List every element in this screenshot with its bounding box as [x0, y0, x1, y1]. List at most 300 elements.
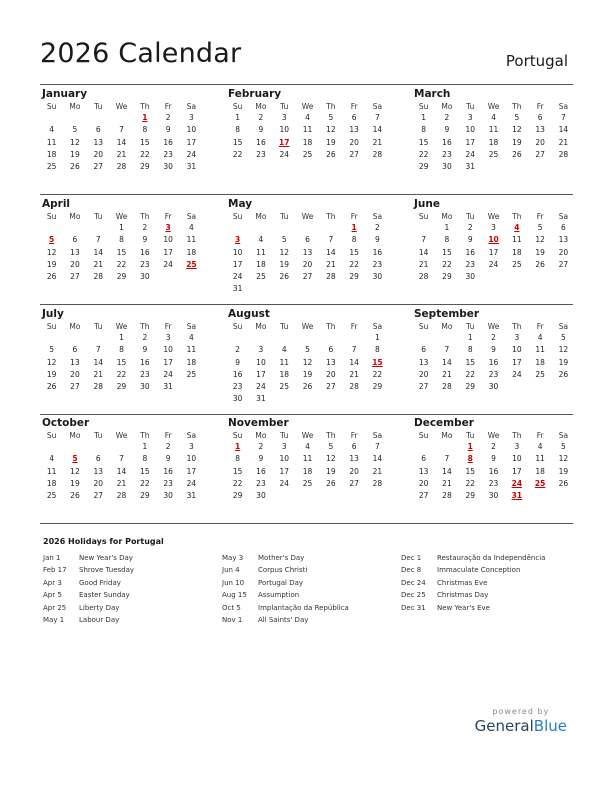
weekday-label: Sa: [558, 322, 569, 331]
day-cell: 3: [189, 113, 194, 122]
day-cell: 10: [256, 357, 266, 367]
day-cell: 24: [512, 369, 522, 379]
day-cell: 30: [140, 272, 150, 282]
day-cell: 16: [256, 466, 266, 476]
day-cell: 13: [326, 357, 336, 367]
day-cell: 1: [421, 113, 427, 122]
day-cell: 4: [258, 235, 264, 245]
day-cell: 14: [558, 125, 569, 135]
weekday-label: Mo: [69, 431, 81, 440]
weekday-label: Sa: [372, 212, 383, 221]
day-cell: 11: [186, 235, 197, 245]
day-cell: 26: [512, 149, 522, 159]
day-cell: 24: [163, 259, 173, 269]
day-cell: 27: [70, 272, 80, 282]
month-august: [226, 307, 386, 406]
day-cell: 16: [163, 466, 173, 476]
weekday-label: Fr: [536, 212, 544, 221]
day-cell: 3: [514, 333, 520, 342]
day-cell: 20: [349, 137, 359, 147]
weekday-label: Th: [512, 212, 522, 221]
month-name: December: [414, 417, 474, 429]
day-cell: 23: [488, 478, 499, 488]
day-cell: 8: [235, 454, 241, 464]
empty-cell: [40, 112, 63, 124]
weekday-label: Mo: [441, 212, 453, 221]
day-cell: 4: [49, 125, 55, 135]
holiday-date-label: Oct 5: [222, 603, 241, 612]
holiday-date: 1: [142, 113, 148, 122]
day-cell: 8: [119, 235, 124, 245]
day-cell: 3: [189, 442, 194, 451]
day-cell: 28: [116, 162, 127, 172]
holiday-date-label: Jun 4: [222, 566, 240, 575]
day-cell: 30: [488, 491, 499, 501]
day-cell: 16: [442, 137, 452, 147]
day-cell: 26: [302, 382, 313, 392]
day-cell: 21: [349, 369, 359, 379]
day-cell: 4: [537, 442, 543, 451]
weekday-label: Tu: [466, 102, 475, 111]
divider: [40, 414, 573, 415]
day-cell: 18: [302, 137, 313, 147]
day-cell: 22: [232, 149, 243, 159]
weekday-label: Mo: [69, 102, 81, 111]
month-name: May: [228, 198, 253, 210]
day-cell: 15: [465, 466, 476, 476]
day-cell: 27: [535, 149, 545, 159]
holiday-date-label: Dec 25: [401, 591, 426, 600]
weekday-label: We: [487, 212, 500, 221]
holiday-name: New Year's Day: [79, 554, 133, 562]
day-cell: 7: [375, 442, 380, 451]
day-cell: 19: [302, 369, 313, 379]
day-cell: 19: [279, 259, 290, 269]
day-cell: 18: [256, 259, 266, 269]
day-cell: 4: [537, 333, 543, 342]
day-cell: 1: [119, 333, 124, 342]
weekday-header: [412, 321, 572, 332]
day-cell: 5: [328, 442, 334, 451]
month-name: October: [42, 417, 90, 429]
day-cell: 20: [93, 478, 104, 488]
weekday-label: Sa: [186, 431, 197, 440]
holiday-row: [401, 589, 577, 601]
day-cell: 18: [302, 466, 313, 476]
holiday-row: [222, 614, 398, 626]
day-cell: 21: [93, 259, 104, 269]
day-cell: 5: [514, 113, 520, 122]
day-cell: 15: [465, 357, 476, 367]
day-cell: 11: [256, 247, 266, 257]
holiday-date: 8: [467, 454, 473, 464]
weekday-label: Mo: [441, 102, 453, 111]
day-cell: 29: [116, 272, 127, 282]
day-cell: 15: [116, 247, 127, 257]
day-grid: [412, 441, 572, 502]
day-cell: 9: [375, 235, 380, 245]
empty-cell: [249, 332, 272, 344]
holiday-name: Christmas Eve: [437, 578, 488, 587]
weekday-label: Th: [512, 431, 522, 440]
day-cell: 1: [142, 442, 148, 451]
weekday-label: We: [115, 212, 128, 221]
day-cell: 20: [70, 259, 80, 269]
day-cell: 13: [349, 454, 359, 464]
holiday-row: [43, 589, 219, 601]
holiday-name: Good Friday: [79, 578, 121, 587]
day-cell: 13: [418, 357, 429, 367]
weekday-label: Mo: [255, 431, 267, 440]
day-cell: 5: [49, 345, 55, 355]
weekday-label: Su: [46, 322, 57, 331]
day-cell: 21: [93, 369, 104, 379]
day-cell: 5: [561, 333, 566, 342]
holiday-column: [222, 552, 398, 626]
day-cell: 19: [558, 357, 569, 367]
day-cell: 9: [235, 357, 241, 367]
day-cell: 4: [305, 113, 310, 122]
holiday-date-label: Aug 15: [222, 591, 247, 600]
day-cell: 29: [465, 491, 476, 501]
day-cell: 19: [70, 149, 80, 159]
weekday-label: Mo: [255, 102, 267, 111]
day-cell: 27: [349, 478, 359, 488]
day-cell: 28: [116, 491, 127, 501]
day-cell: 9: [258, 454, 264, 464]
day-cell: 12: [46, 247, 57, 257]
day-cell: 8: [444, 235, 450, 245]
day-cell: 30: [372, 272, 383, 282]
empty-cell: [40, 222, 63, 234]
month-june: [412, 197, 572, 283]
weekday-label: Su: [418, 212, 429, 221]
day-cell: 31: [256, 394, 266, 404]
weekday-label: Su: [418, 322, 429, 331]
day-cell: 17: [512, 357, 522, 367]
month-name: June: [414, 198, 440, 210]
day-cell: 13: [349, 125, 359, 135]
day-cell: 9: [467, 235, 473, 245]
day-cell: 10: [512, 345, 522, 355]
holiday-date: 24: [511, 478, 523, 488]
holiday-name: All Saints' Day: [258, 615, 309, 624]
day-cell: 9: [491, 454, 496, 464]
weekday-label: Fr: [350, 322, 358, 331]
day-cell: 31: [186, 491, 197, 501]
weekday-label: Th: [326, 322, 336, 331]
day-cell: 9: [165, 454, 171, 464]
day-cell: 31: [186, 162, 197, 172]
day-cell: 12: [70, 466, 80, 476]
weekday-label: Fr: [536, 431, 544, 440]
holiday-row: [401, 564, 577, 576]
day-cell: 27: [418, 382, 429, 392]
weekday-header: [40, 321, 200, 332]
day-cell: 19: [326, 466, 336, 476]
empty-cell: [110, 112, 133, 124]
day-cell: 15: [349, 247, 359, 257]
day-cell: 18: [512, 247, 522, 257]
day-grid: [226, 222, 386, 296]
weekday-label: Sa: [186, 322, 197, 331]
weekday-label: We: [301, 431, 314, 440]
day-cell: 28: [442, 491, 452, 501]
weekday-label: Th: [140, 322, 150, 331]
empty-cell: [87, 112, 110, 124]
weekday-label: Mo: [69, 212, 81, 221]
month-december: [412, 416, 572, 502]
day-cell: 21: [372, 137, 383, 147]
weekday-label: We: [487, 322, 500, 331]
weekday-label: Sa: [558, 212, 569, 221]
day-cell: 24: [186, 149, 197, 159]
empty-cell: [319, 222, 342, 234]
day-cell: 23: [163, 478, 173, 488]
weekday-label: Mo: [441, 431, 453, 440]
day-cell: 10: [512, 454, 522, 464]
holiday-date-label: May 3: [222, 554, 244, 562]
day-cell: 18: [46, 149, 57, 159]
weekday-label: Su: [232, 431, 243, 440]
day-cell: 14: [116, 466, 127, 476]
day-cell: 29: [349, 272, 359, 282]
day-cell: 8: [119, 345, 124, 355]
day-cell: 19: [326, 137, 336, 147]
day-cell: 29: [140, 491, 150, 501]
holiday-name: Easter Sunday: [79, 591, 130, 600]
day-cell: 19: [558, 466, 569, 476]
empty-cell: [87, 441, 110, 453]
day-cell: 5: [305, 345, 310, 355]
day-cell: 17: [186, 466, 197, 476]
day-cell: 9: [142, 235, 148, 245]
empty-cell: [296, 332, 319, 344]
day-cell: 26: [326, 478, 336, 488]
day-cell: 10: [279, 454, 290, 464]
holiday-date: 5: [49, 235, 55, 245]
holiday-row: [401, 577, 577, 589]
day-cell: 1: [235, 113, 241, 122]
day-cell: 20: [302, 259, 313, 269]
day-cell: 10: [186, 125, 197, 135]
day-cell: 29: [372, 382, 383, 392]
holiday-name: Immaculate Conception: [437, 566, 521, 575]
day-cell: 16: [140, 247, 150, 257]
day-cell: 14: [93, 247, 104, 257]
weekday-header: [412, 101, 572, 112]
day-cell: 18: [186, 357, 197, 367]
day-cell: 29: [116, 382, 127, 392]
weekday-label: Fr: [536, 322, 544, 331]
day-cell: 12: [512, 125, 522, 135]
weekday-label: Fr: [164, 322, 172, 331]
empty-cell: [412, 222, 435, 234]
holiday-name: Portugal Day: [258, 578, 304, 587]
weekday-label: Th: [140, 431, 150, 440]
day-cell: 24: [279, 478, 290, 488]
day-cell: 30: [163, 491, 173, 501]
day-cell: 15: [232, 137, 243, 147]
day-cell: 10: [465, 125, 476, 135]
day-grid: [412, 112, 572, 173]
day-cell: 19: [512, 137, 522, 147]
day-cell: 22: [465, 369, 476, 379]
weekday-label: Sa: [186, 212, 197, 221]
weekday-label: Mo: [69, 322, 81, 331]
day-cell: 4: [49, 454, 55, 464]
weekday-label: Su: [418, 102, 429, 111]
weekday-header: [40, 101, 200, 112]
empty-cell: [319, 332, 342, 344]
holiday-name: Shrove Tuesday: [79, 566, 135, 575]
day-cell: 6: [95, 125, 101, 135]
empty-cell: [249, 222, 272, 234]
weekday-label: We: [487, 431, 500, 440]
weekday-label: Su: [46, 431, 57, 440]
day-cell: 16: [163, 137, 173, 147]
holiday-row: [43, 602, 219, 614]
holiday-date-label: Jan 1: [43, 554, 61, 562]
day-cell: 15: [140, 466, 150, 476]
day-cell: 19: [535, 247, 545, 257]
day-cell: 10: [163, 235, 173, 245]
day-cell: 8: [351, 235, 357, 245]
weekday-label: Sa: [558, 102, 569, 111]
day-cell: 29: [418, 162, 429, 172]
holiday-date-label: Apr 3: [43, 578, 62, 587]
holiday-row: [401, 602, 577, 614]
holiday-name: Corpus Christi: [258, 566, 308, 575]
holiday-date: 25: [534, 478, 546, 488]
day-cell: 22: [116, 369, 127, 379]
day-cell: 25: [46, 491, 57, 501]
day-cell: 9: [165, 125, 171, 135]
day-cell: 12: [70, 137, 80, 147]
empty-cell: [273, 222, 296, 234]
day-cell: 17: [232, 259, 243, 269]
weekday-label: We: [115, 102, 128, 111]
weekday-label: Tu: [94, 212, 103, 221]
day-cell: 4: [189, 333, 194, 342]
weekday-label: Sa: [372, 431, 383, 440]
weekday-label: Th: [326, 431, 336, 440]
day-cell: 27: [418, 491, 429, 501]
empty-cell: [63, 441, 86, 453]
day-cell: 29: [232, 491, 243, 501]
day-cell: 6: [305, 235, 310, 245]
day-cell: 24: [256, 382, 266, 392]
empty-cell: [63, 112, 86, 124]
day-cell: 20: [418, 369, 429, 379]
holiday-date: 1: [351, 223, 357, 232]
day-cell: 28: [558, 149, 569, 159]
day-cell: 23: [140, 259, 150, 269]
day-cell: 2: [142, 223, 148, 232]
weekday-label: Tu: [466, 431, 475, 440]
weekday-label: We: [487, 102, 500, 111]
day-cell: 24: [232, 272, 243, 282]
day-cell: 25: [279, 382, 290, 392]
day-cell: 26: [558, 478, 569, 488]
day-cell: 14: [442, 357, 452, 367]
day-cell: 22: [349, 259, 359, 269]
weekday-header: [40, 211, 200, 222]
day-cell: 2: [258, 113, 264, 122]
weekday-label: We: [301, 322, 314, 331]
weekday-label: Tu: [280, 322, 289, 331]
empty-cell: [40, 332, 63, 344]
weekday-label: Sa: [372, 102, 383, 111]
day-cell: 22: [442, 259, 452, 269]
day-cell: 12: [302, 357, 313, 367]
day-cell: 2: [491, 442, 496, 451]
holiday-date-label: Apr 5: [43, 591, 62, 600]
day-cell: 15: [140, 137, 150, 147]
empty-cell: [226, 222, 249, 234]
day-cell: 15: [116, 357, 127, 367]
day-cell: 21: [116, 149, 127, 159]
holiday-date: 4: [514, 223, 520, 232]
month-may: [226, 197, 386, 296]
day-cell: 15: [232, 466, 243, 476]
holiday-date-label: Jun 10: [222, 578, 245, 587]
day-cell: 13: [93, 137, 104, 147]
day-cell: 7: [119, 125, 124, 135]
day-cell: 10: [186, 454, 197, 464]
day-cell: 30: [140, 382, 150, 392]
holiday-row: [222, 577, 398, 589]
month-november: [226, 416, 386, 502]
day-cell: 2: [165, 442, 171, 451]
day-cell: 9: [491, 345, 496, 355]
weekday-label: Th: [140, 212, 150, 221]
day-cell: 24: [279, 149, 290, 159]
day-cell: 10: [232, 247, 243, 257]
month-name: January: [42, 88, 88, 100]
weekday-label: Mo: [255, 212, 267, 221]
day-cell: 22: [465, 478, 476, 488]
day-cell: 23: [256, 149, 266, 159]
weekday-header: [226, 211, 386, 222]
weekday-label: Tu: [94, 431, 103, 440]
day-cell: 27: [558, 259, 569, 269]
holiday-date-label: Dec 8: [401, 566, 422, 575]
day-cell: 28: [372, 478, 383, 488]
holiday-date: 1: [235, 442, 241, 451]
day-cell: 26: [46, 272, 57, 282]
day-cell: 18: [279, 369, 290, 379]
day-cell: 6: [351, 442, 357, 451]
day-cell: 8: [142, 454, 148, 464]
day-cell: 13: [535, 125, 545, 135]
day-cell: 17: [186, 137, 197, 147]
day-cell: 6: [561, 223, 566, 232]
day-cell: 8: [142, 125, 148, 135]
page-title: 2026 Calendar: [40, 38, 242, 69]
day-cell: 8: [235, 125, 241, 135]
day-cell: 23: [163, 149, 173, 159]
day-cell: 26: [326, 149, 336, 159]
day-cell: 28: [349, 382, 359, 392]
weekday-label: We: [301, 212, 314, 221]
day-cell: 29: [465, 382, 476, 392]
weekday-label: Fr: [350, 212, 358, 221]
holiday-date: 17: [279, 137, 290, 147]
day-cell: 2: [258, 442, 264, 451]
holiday-date: 31: [511, 491, 523, 501]
day-cell: 22: [418, 149, 429, 159]
